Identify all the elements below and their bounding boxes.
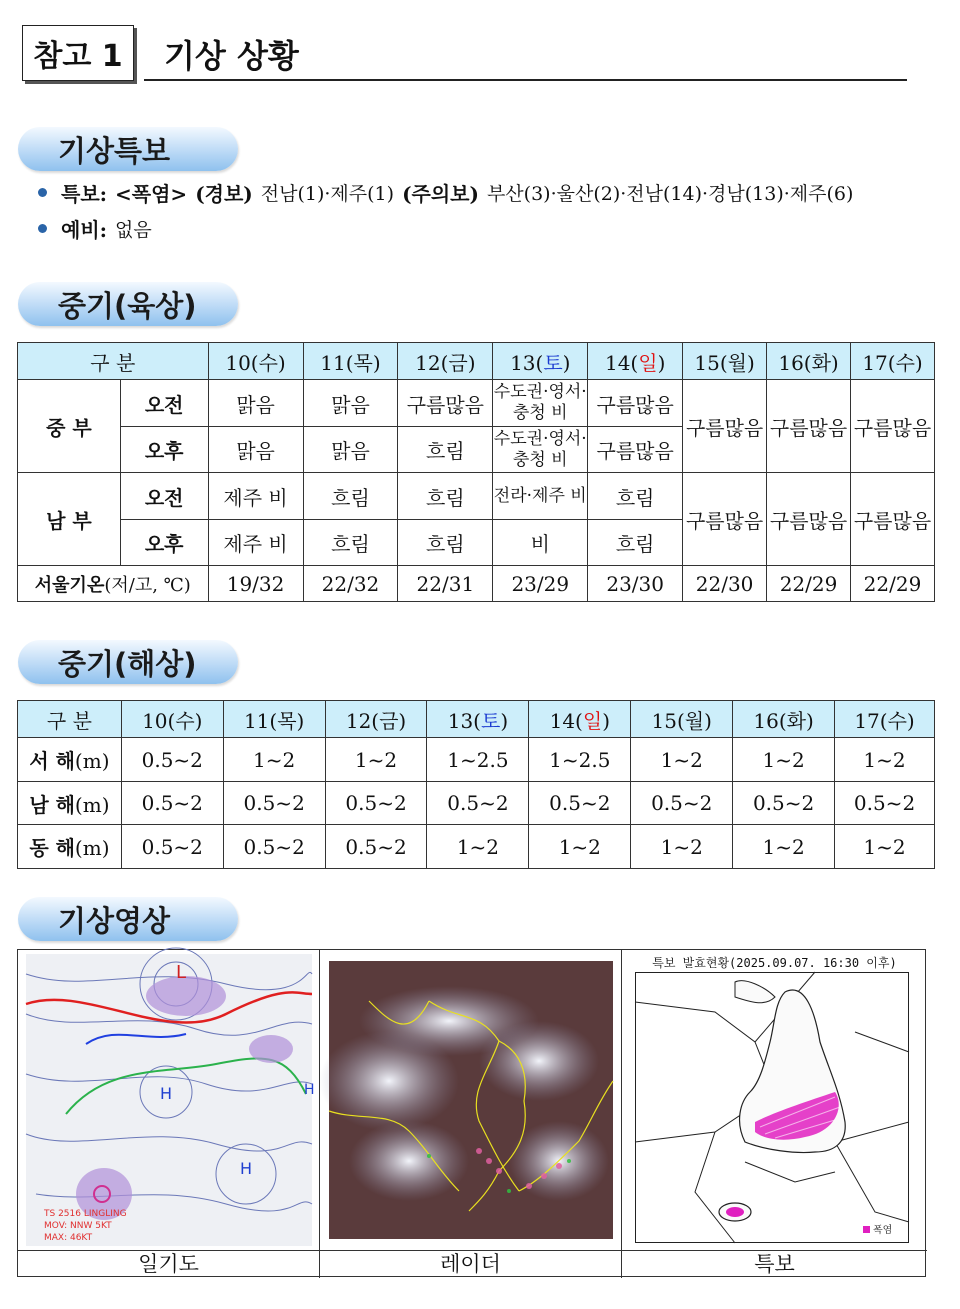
header-day: 14(일): [529, 701, 631, 738]
wave-cell: 1~2: [529, 825, 631, 869]
preliminary-value: 없음: [115, 219, 152, 241]
header-day: 16(화): [767, 343, 851, 380]
land-header-row: [18, 343, 935, 380]
wave-cell: 1~2: [631, 738, 733, 782]
forecast-cell: 흐림: [303, 520, 398, 566]
forecast-cell: 흐림: [398, 473, 493, 520]
wave-cell: 0.5~2: [223, 782, 325, 825]
header-day: 15(월): [631, 701, 733, 738]
forecast-cell: 흐림: [398, 427, 493, 473]
warning-level: (경보): [195, 182, 253, 206]
header-category: 구 분: [18, 343, 209, 380]
forecast-cell: 흐림: [588, 473, 683, 520]
warning-prefix: 특보:: [61, 182, 108, 206]
caption-radar: 레이더: [320, 1250, 621, 1278]
caption-warning-map: 특보: [622, 1250, 927, 1278]
header-day: 13(토): [427, 701, 529, 738]
wave-cell: 1~2: [733, 825, 835, 869]
wave-cell: 0.5~2: [121, 782, 223, 825]
caption-weather-chart: 일기도: [18, 1250, 319, 1278]
warning-map-image: [635, 972, 909, 1243]
forecast-cell: 제주 비: [208, 520, 303, 566]
sea-label: 서 해(m): [18, 738, 122, 782]
warning-map-title: 특보 발효현황(2025.09.07. 16:30 이후): [652, 956, 897, 970]
forecast-cell: 맑음: [303, 427, 398, 473]
advisory-level: (주의보): [402, 182, 479, 206]
wave-cell: 1~2: [427, 825, 529, 869]
forecast-cell: 맑음: [303, 380, 398, 427]
high-pressure-label: H: [240, 1159, 253, 1178]
sea-forecast-table: [17, 700, 935, 869]
section-title-warnings: 기상특보: [18, 127, 238, 171]
forecast-cell: 맑음: [208, 380, 303, 427]
radar-image: [329, 961, 613, 1239]
forecast-cell: 구름많음: [683, 473, 767, 566]
forecast-cell: 맑음: [208, 427, 303, 473]
weather-chart-image: [26, 954, 315, 1246]
heat-legend-swatch: [863, 1226, 870, 1233]
wave-cell: 0.5~2: [733, 782, 835, 825]
forecast-cell: 구름많음: [588, 380, 683, 427]
wave-cell: 0.5~2: [427, 782, 529, 825]
header-day: 14(일): [588, 343, 683, 380]
wave-cell: 0.5~2: [325, 782, 427, 825]
wave-cell: 1~2: [631, 825, 733, 869]
bullet-icon: [38, 224, 47, 233]
wave-cell: 1~2: [835, 738, 935, 782]
temp-cell: 23/29: [493, 566, 588, 602]
header-day: 12(금): [398, 343, 493, 380]
temp-cell: 23/30: [588, 566, 683, 602]
am-label: 오전: [120, 380, 208, 427]
table-row: [18, 473, 935, 520]
header-day: 11(목): [223, 701, 325, 738]
wave-cell: 1~2: [835, 825, 935, 869]
header-day: 13(토): [493, 343, 588, 380]
warning-type: <폭염>: [115, 182, 188, 206]
land-forecast-table: [17, 342, 935, 602]
advisory-regions: 부산(3)·울산(2)·전남(14)·경남(13)·제주(6): [486, 183, 854, 205]
table-row: [18, 380, 935, 427]
header-category: 구 분: [18, 701, 122, 738]
sea-header-row: [18, 701, 935, 738]
forecast-cell: 구름많음: [588, 427, 683, 473]
wave-cell: 1~2.5: [427, 738, 529, 782]
weather-images-panel: [17, 949, 926, 1277]
page-header: [22, 25, 907, 83]
high-pressure-label: H: [304, 1082, 315, 1098]
warning-line: [38, 178, 861, 207]
forecast-cell: 구름많음: [851, 473, 935, 566]
page-title: 기상 상황: [164, 37, 299, 75]
region-label-central: 중 부: [18, 380, 121, 473]
forecast-cell: 수도권·영서· 충청 비: [493, 380, 588, 427]
title-underline: [144, 79, 907, 81]
low-pressure-label: L: [176, 962, 187, 983]
forecast-cell: 구름많음: [767, 380, 851, 473]
wave-cell: 0.5~2: [223, 825, 325, 869]
table-row: [18, 738, 935, 782]
forecast-cell: 구름많음: [767, 473, 851, 566]
wave-cell: 0.5~2: [835, 782, 935, 825]
high-pressure-label: H: [160, 1084, 173, 1103]
header-day: 10(수): [121, 701, 223, 738]
forecast-cell: 흐림: [398, 520, 493, 566]
temp-cell: 22/31: [398, 566, 493, 602]
wave-cell: 0.5~2: [529, 782, 631, 825]
forecast-cell: 수도권·영서· 충청 비: [493, 427, 588, 473]
section-title-sea: 중기(해상): [18, 640, 238, 684]
temp-cell: 22/30: [683, 566, 767, 602]
typhoon-label: TS 2516 LINGLING: [44, 1209, 127, 1219]
header-day: 12(금): [325, 701, 427, 738]
wave-cell: 1~2: [733, 738, 835, 782]
section-title-land: 중기(육상): [18, 282, 238, 326]
typhoon-label: MOV: NNW 5KT: [44, 1221, 112, 1231]
forecast-cell: 흐림: [303, 473, 398, 520]
wave-cell: 0.5~2: [121, 738, 223, 782]
radar-cell: [320, 950, 622, 1278]
header-day: 17(수): [851, 343, 935, 380]
pm-label: 오후: [120, 427, 208, 473]
pm-label: 오후: [120, 520, 208, 566]
reference-label: 참고 1: [22, 25, 134, 81]
header-day: 17(수): [835, 701, 935, 738]
forecast-cell: 구름많음: [398, 380, 493, 427]
forecast-cell: 흐림: [588, 520, 683, 566]
typhoon-label: MAX: 46KT: [44, 1233, 93, 1243]
sea-label: 남 해(m): [18, 782, 122, 825]
forecast-cell: 구름많음: [683, 380, 767, 473]
table-row: [18, 782, 935, 825]
forecast-cell: 구름많음: [851, 380, 935, 473]
forecast-cell: 전라·제주 비: [493, 473, 588, 520]
header-day: 15(월): [683, 343, 767, 380]
wave-cell: 1~2.5: [529, 738, 631, 782]
warning-map-cell: [622, 950, 927, 1278]
am-label: 오전: [120, 473, 208, 520]
header-day: 11(목): [303, 343, 398, 380]
wave-cell: 0.5~2: [325, 825, 427, 869]
warning-regions: 전남(1)·제주(1): [260, 183, 395, 205]
wave-cell: 0.5~2: [121, 825, 223, 869]
weather-chart-cell: [18, 950, 320, 1278]
table-row: [18, 825, 935, 869]
seoul-temp-label: 서울기온(저/고, ℃): [18, 566, 209, 602]
forecast-cell: 비: [493, 520, 588, 566]
region-label-south: 남 부: [18, 473, 121, 566]
temp-cell: 22/29: [851, 566, 935, 602]
preliminary-prefix: 예비:: [61, 218, 108, 242]
sea-label: 동 해(m): [18, 825, 122, 869]
header-day: 10(수): [208, 343, 303, 380]
section-title-images: 기상영상: [18, 897, 238, 941]
table-row: [18, 566, 935, 602]
wave-cell: 1~2: [223, 738, 325, 782]
forecast-cell: 제주 비: [208, 473, 303, 520]
wave-cell: 0.5~2: [631, 782, 733, 825]
heat-legend-label: 폭염: [873, 1225, 893, 1236]
header-day: 16(화): [733, 701, 835, 738]
wave-cell: 1~2: [325, 738, 427, 782]
temp-cell: 22/29: [767, 566, 851, 602]
temp-cell: 19/32: [208, 566, 303, 602]
bullet-icon: [38, 188, 47, 197]
temp-cell: 22/32: [303, 566, 398, 602]
preliminary-line: [38, 214, 160, 243]
